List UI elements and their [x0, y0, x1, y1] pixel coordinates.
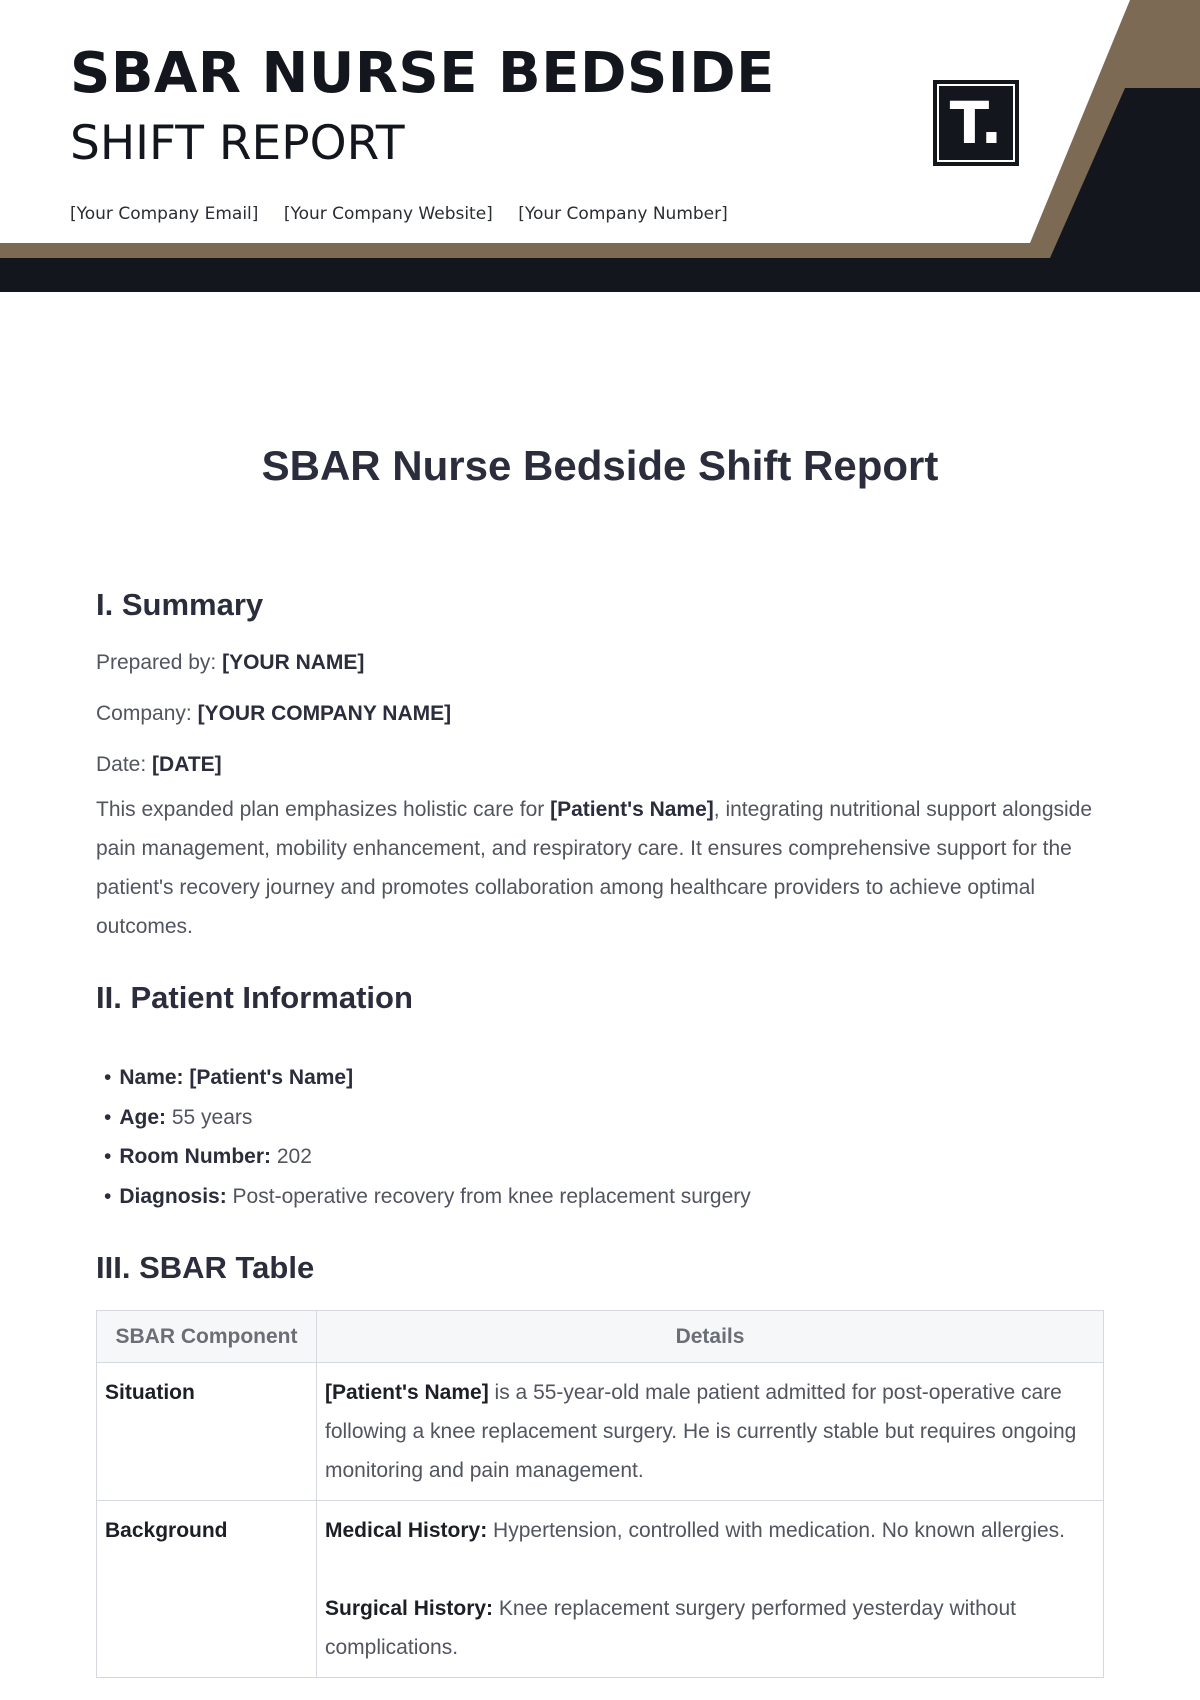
- summary-text-start: This expanded plan emphasizes holistic care for: [96, 798, 551, 821]
- sbar-table: [96, 1310, 1104, 1678]
- info-label: Name: [Patient's Name]: [119, 1066, 354, 1089]
- brand-subtitle: SHIFT REPORT: [70, 116, 405, 171]
- situation-text: is a 55-year-old male patient admitted for post-operative care following a knee replacement surgery. He is currently stable but requires ongoing monitoring and pain management.: [325, 1381, 1077, 1482]
- list-item: [104, 1137, 1104, 1177]
- document-title: SBAR Nurse Bedside Shift Report: [261, 442, 939, 489]
- surgical-history-label: Surgical History:: [325, 1597, 494, 1620]
- prepared-by-value: [YOUR NAME]: [222, 651, 365, 674]
- details-cell: [317, 1363, 1104, 1501]
- contact-line: [70, 204, 748, 224]
- list-item: [104, 1098, 1104, 1138]
- medical-history: [325, 1511, 1095, 1550]
- summary-patient-name: [Patient's Name]: [550, 798, 714, 821]
- date-label: Date:: [96, 753, 147, 776]
- component-cell: Situation: [97, 1363, 317, 1501]
- company-line: [96, 688, 1104, 739]
- prepared-by-line: [96, 637, 1104, 688]
- table-row: [97, 1501, 1104, 1678]
- brand-title: SBAR NURSE BEDSIDE: [70, 41, 775, 106]
- surgical-history: [325, 1589, 1095, 1667]
- document-body: [96, 583, 1104, 1678]
- table-header-row: [97, 1311, 1104, 1363]
- patient-info-list: [96, 1058, 1104, 1216]
- summary-text-end: , integrating nutritional support alongside pain management, mobility enhancement, and respiratory care. It ensures comprehensive support for the patient's recovery journey and promotes collaboration among healthcare providers to achieve optimal outcomes.: [96, 798, 1093, 938]
- surgical-history-text: Knee replacement surgery performed yesterday without complications.: [325, 1597, 1016, 1659]
- date-value: [DATE]: [152, 753, 222, 776]
- details-cell: [317, 1501, 1104, 1678]
- company-number: [Your Company Number]: [518, 204, 728, 224]
- info-label: Age:: [119, 1105, 167, 1129]
- sbar-table-heading: III. SBAR Table: [96, 1250, 315, 1285]
- summary-section: [96, 583, 1104, 946]
- company-website: [Your Company Website]: [283, 204, 493, 224]
- list-item: [104, 1058, 1104, 1098]
- info-label: Room Number:: [119, 1145, 272, 1168]
- table-row: [97, 1363, 1104, 1501]
- column-header: Details: [317, 1311, 1104, 1363]
- component-cell: Background: [97, 1501, 317, 1678]
- medical-history-text: Hypertension, controlled with medication. No known allergies.: [487, 1519, 1066, 1542]
- sbar-table-section: [96, 1246, 1104, 1678]
- company-value: [YOUR COMPANY NAME]: [197, 702, 452, 725]
- document-header: [0, 0, 1200, 292]
- info-value: 202: [271, 1145, 312, 1168]
- company-label: Company:: [96, 702, 192, 725]
- patient-info-heading: II. Patient Information: [96, 980, 413, 1015]
- patient-info-section: [96, 976, 1104, 1216]
- summary-paragraph: [96, 790, 1104, 946]
- info-label: Diagnosis:: [119, 1184, 227, 1208]
- date-line: [96, 739, 1104, 790]
- info-value: 55 years: [166, 1105, 253, 1129]
- company-logo: T.: [933, 80, 1019, 166]
- prepared-by-label: Prepared by:: [96, 651, 217, 674]
- company-email: [Your Company Email]: [70, 204, 259, 224]
- summary-heading: I. Summary: [96, 587, 264, 622]
- situation-patient-name: [Patient's Name]: [325, 1381, 489, 1404]
- column-header: SBAR Component: [97, 1311, 317, 1363]
- list-item: [104, 1177, 1104, 1217]
- info-value: Post-operative recovery from knee replacement surgery: [226, 1184, 751, 1208]
- medical-history-label: Medical History:: [325, 1519, 488, 1542]
